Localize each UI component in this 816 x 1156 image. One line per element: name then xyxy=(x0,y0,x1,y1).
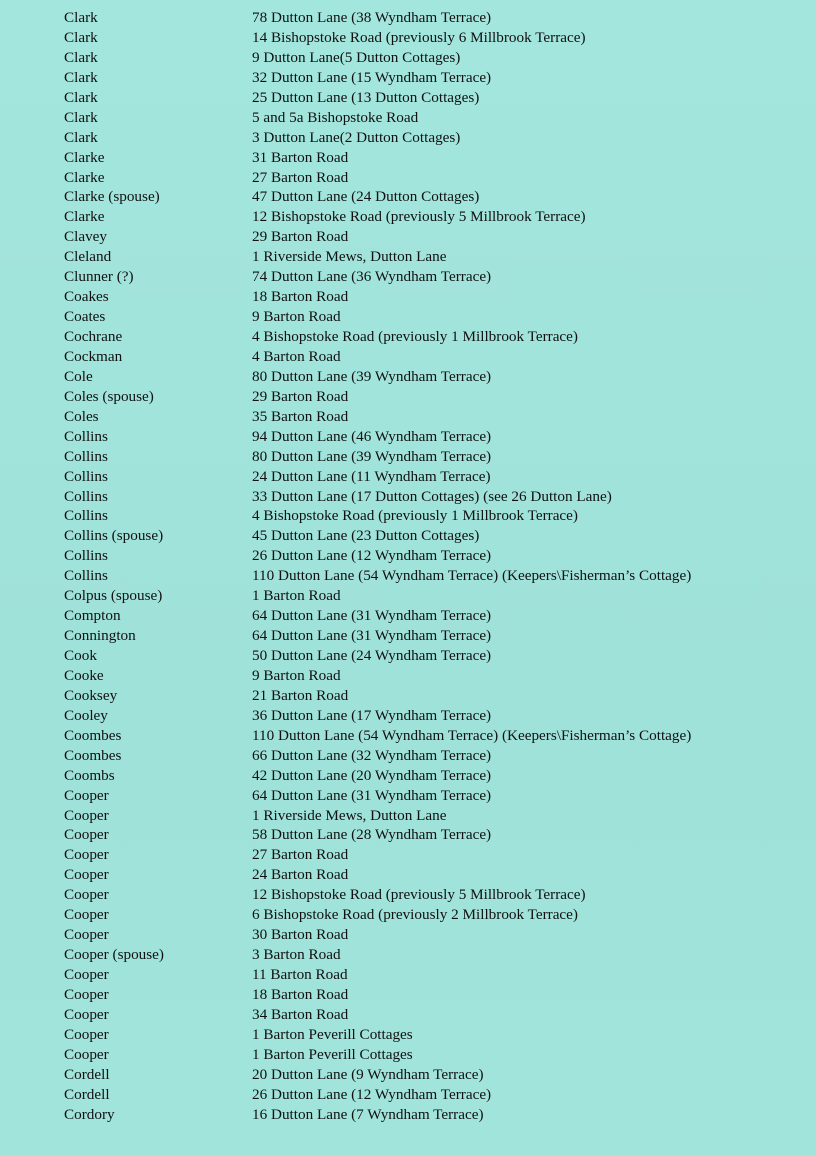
address: 42 Dutton Lane (20 Wyndham Terrace) xyxy=(252,766,492,784)
surname: Cooper xyxy=(64,826,109,844)
list-item xyxy=(64,786,804,806)
address: 9 Barton Road xyxy=(252,666,341,684)
address: 64 Dutton Lane (31 Wyndham Terrace) xyxy=(252,786,492,804)
list-item xyxy=(64,207,804,227)
surname: Cleland xyxy=(64,248,112,266)
address: 6 Bishopstoke Road (previously 2 Millbrook Terrace) xyxy=(252,906,578,924)
surname: Collins xyxy=(64,427,108,445)
surname: Clavey xyxy=(64,228,108,246)
list-item xyxy=(64,187,804,207)
list-item xyxy=(64,1065,804,1085)
address: 11 Barton Road xyxy=(252,966,348,983)
surname: Cole xyxy=(64,367,93,385)
list-item xyxy=(64,467,804,487)
address: 4 Barton Road xyxy=(252,347,341,365)
surname: Collins xyxy=(64,567,108,585)
list-item xyxy=(64,267,804,287)
list-item xyxy=(64,168,804,188)
surname: Clark xyxy=(64,108,98,126)
list-item xyxy=(64,606,804,626)
address: 58 Dutton Lane (28 Wyndham Terrace) xyxy=(252,826,492,844)
surname: Clunner (?) xyxy=(64,268,134,286)
address: 1 Barton Road xyxy=(252,587,341,605)
surname: Coombs xyxy=(64,766,115,784)
address: 4 Bishopstoke Road (previously 1 Millbrook Terrace) xyxy=(252,328,578,345)
surname: Coakes xyxy=(64,288,109,306)
list-item xyxy=(64,227,804,247)
list-item xyxy=(64,8,804,28)
address: 30 Barton Road xyxy=(252,926,349,944)
surname: Clark xyxy=(64,88,98,106)
address: 14 Bishopstoke Road (previously 6 Millbrook Terrace) xyxy=(252,28,586,46)
list-item xyxy=(64,1105,804,1125)
surname: Cook xyxy=(64,647,97,664)
list-item xyxy=(64,28,804,48)
surname: Clarke xyxy=(64,148,105,166)
list-item xyxy=(64,845,804,865)
surname: Cooksey xyxy=(64,686,118,704)
list-item xyxy=(64,666,804,686)
address: 18 Barton Road xyxy=(252,985,349,1003)
surname: Cooper xyxy=(64,886,109,904)
surname: Cooper xyxy=(64,1025,109,1043)
address: 27 Barton Road xyxy=(252,168,349,186)
list-item xyxy=(64,1085,804,1105)
address: 5 and 5a Bishopstoke Road xyxy=(252,108,419,126)
address: 110 Dutton Lane (54 Wyndham Terrace) (Keepers\Fisherman’s Cottage) xyxy=(252,726,692,744)
surname: Cooper xyxy=(64,985,109,1003)
list-item xyxy=(64,586,804,606)
surname: Cooper (spouse) xyxy=(64,946,164,964)
address: 24 Dutton Lane (11 Wyndham Terrace) xyxy=(252,467,491,485)
list-item xyxy=(64,706,804,726)
surname: Collins xyxy=(64,507,108,525)
surname: Coombes xyxy=(64,726,122,744)
resident-address-list xyxy=(64,8,804,1125)
list-item xyxy=(64,806,804,826)
surname: Clark xyxy=(64,68,98,86)
list-item xyxy=(64,885,804,905)
surname: Cordory xyxy=(64,1105,115,1123)
address: 45 Dutton Lane (23 Dutton Cottages) xyxy=(252,527,480,545)
surname: Coles (spouse) xyxy=(64,387,154,405)
list-item xyxy=(64,746,804,766)
address: 29 Barton Road xyxy=(252,387,349,405)
surname: Clark xyxy=(64,48,98,66)
address: 32 Dutton Lane (15 Wyndham Terrace) xyxy=(252,68,492,86)
list-item xyxy=(64,447,804,467)
address: 1 Riverside Mews, Dutton Lane xyxy=(252,806,447,824)
list-item xyxy=(64,247,804,267)
address: 24 Barton Road xyxy=(252,866,349,884)
address: 64 Dutton Lane (31 Wyndham Terrace) xyxy=(252,607,492,625)
address: 1 Barton Peverill Cottages xyxy=(252,1025,413,1043)
address: 26 Dutton Lane (12 Wyndham Terrace) xyxy=(252,1085,492,1103)
list-item xyxy=(64,1005,804,1025)
address: 36 Dutton Lane (17 Wyndham Terrace) xyxy=(252,706,492,724)
list-item xyxy=(64,1045,804,1065)
list-item xyxy=(64,726,804,746)
address: 3 Barton Road xyxy=(252,946,341,964)
surname: Cooper xyxy=(64,786,109,804)
surname: Clark xyxy=(64,28,98,46)
surname: Connington xyxy=(64,627,136,645)
list-item xyxy=(64,307,804,327)
surname: Collins xyxy=(64,467,108,485)
surname: Collins xyxy=(64,447,108,465)
address: 12 Bishopstoke Road (previously 5 Millbrook Terrace) xyxy=(252,886,586,904)
address: 94 Dutton Lane (46 Wyndham Terrace) xyxy=(252,427,492,445)
list-item xyxy=(64,347,804,367)
list-item xyxy=(64,646,804,666)
address: 80 Dutton Lane (39 Wyndham Terrace) xyxy=(252,447,492,465)
list-item xyxy=(64,626,804,646)
list-item xyxy=(64,945,804,965)
address: 1 Riverside Mews, Dutton Lane xyxy=(252,248,447,266)
list-item xyxy=(64,965,804,985)
surname: Cooper xyxy=(64,806,109,824)
surname: Compton xyxy=(64,607,121,625)
list-item xyxy=(64,427,804,447)
surname: Clark xyxy=(64,9,98,26)
surname: Coles xyxy=(64,407,99,425)
address: 74 Dutton Lane (36 Wyndham Terrace) xyxy=(252,268,492,286)
address: 31 Barton Road xyxy=(252,148,349,166)
surname: Clark xyxy=(64,128,98,146)
list-item xyxy=(64,1025,804,1045)
list-item xyxy=(64,128,804,148)
list-item xyxy=(64,566,804,586)
surname: Clarke (spouse) xyxy=(64,188,160,206)
surname: Cordell xyxy=(64,1065,110,1083)
address: 33 Dutton Lane (17 Dutton Cottages) (see 26 Dutton Lane) xyxy=(252,487,612,505)
address: 25 Dutton Lane (13 Dutton Cottages) xyxy=(252,88,480,106)
list-item xyxy=(64,287,804,307)
surname: Collins xyxy=(64,547,108,565)
address: 64 Dutton Lane (31 Wyndham Terrace) xyxy=(252,627,492,645)
list-item xyxy=(64,526,804,546)
list-item xyxy=(64,825,804,845)
address: 29 Barton Road xyxy=(252,228,349,246)
surname: Cooper xyxy=(64,1005,109,1023)
surname: Colpus (spouse) xyxy=(64,587,163,605)
address: 27 Barton Road xyxy=(252,846,349,864)
address: 20 Dutton Lane (9 Wyndham Terrace) xyxy=(252,1065,484,1083)
list-item xyxy=(64,68,804,88)
address: 34 Barton Road xyxy=(252,1005,349,1023)
list-item xyxy=(64,148,804,168)
surname: Clarke xyxy=(64,168,105,186)
list-item xyxy=(64,766,804,786)
list-item xyxy=(64,487,804,507)
list-item xyxy=(64,88,804,108)
address: 110 Dutton Lane (54 Wyndham Terrace) (Keepers\Fisherman’s Cottage) xyxy=(252,567,692,585)
surname: Cooper xyxy=(64,866,109,884)
list-item xyxy=(64,686,804,706)
list-item xyxy=(64,108,804,128)
list-item xyxy=(64,925,804,945)
list-item xyxy=(64,327,804,347)
list-item xyxy=(64,985,804,1005)
surname: Clarke xyxy=(64,208,105,226)
address: 9 Dutton Lane(5 Dutton Cottages) xyxy=(252,48,461,66)
list-item xyxy=(64,407,804,427)
surname: Cooke xyxy=(64,666,104,684)
surname: Cordell xyxy=(64,1085,110,1103)
list-item xyxy=(64,387,804,407)
surname: Cochrane xyxy=(64,328,123,345)
list-item xyxy=(64,905,804,925)
address: 66 Dutton Lane (32 Wyndham Terrace) xyxy=(252,746,492,764)
surname: Coombes xyxy=(64,746,122,764)
address: 18 Barton Road xyxy=(252,288,349,306)
address: 78 Dutton Lane (38 Wyndham Terrace) xyxy=(252,9,492,26)
list-item xyxy=(64,865,804,885)
list-item xyxy=(64,367,804,387)
address: 3 Dutton Lane(2 Dutton Cottages) xyxy=(252,128,461,146)
surname: Collins xyxy=(64,487,108,505)
list-item xyxy=(64,48,804,68)
address: 35 Barton Road xyxy=(252,407,349,425)
surname: Collins (spouse) xyxy=(64,527,164,545)
address: 12 Bishopstoke Road (previously 5 Millbrook Terrace) xyxy=(252,208,586,226)
address: 50 Dutton Lane (24 Wyndham Terrace) xyxy=(252,647,492,664)
surname: Cockman xyxy=(64,347,123,365)
address: 26 Dutton Lane (12 Wyndham Terrace) xyxy=(252,547,492,565)
address: 21 Barton Road xyxy=(252,686,349,704)
surname: Cooper xyxy=(64,906,109,924)
surname: Coates xyxy=(64,308,106,326)
list-item xyxy=(64,546,804,566)
surname: Cooper xyxy=(64,926,109,944)
address: 80 Dutton Lane (39 Wyndham Terrace) xyxy=(252,367,492,385)
surname: Cooley xyxy=(64,706,108,724)
address: 4 Bishopstoke Road (previously 1 Millbrook Terrace) xyxy=(252,507,578,525)
list-item xyxy=(64,506,804,526)
address: 47 Dutton Lane (24 Dutton Cottages) xyxy=(252,188,480,206)
address: 9 Barton Road xyxy=(252,308,341,326)
surname: Cooper xyxy=(64,966,109,983)
surname: Cooper xyxy=(64,1045,109,1063)
address: 16 Dutton Lane (7 Wyndham Terrace) xyxy=(252,1105,484,1123)
address: 1 Barton Peverill Cottages xyxy=(252,1045,413,1063)
surname: Cooper xyxy=(64,846,109,864)
